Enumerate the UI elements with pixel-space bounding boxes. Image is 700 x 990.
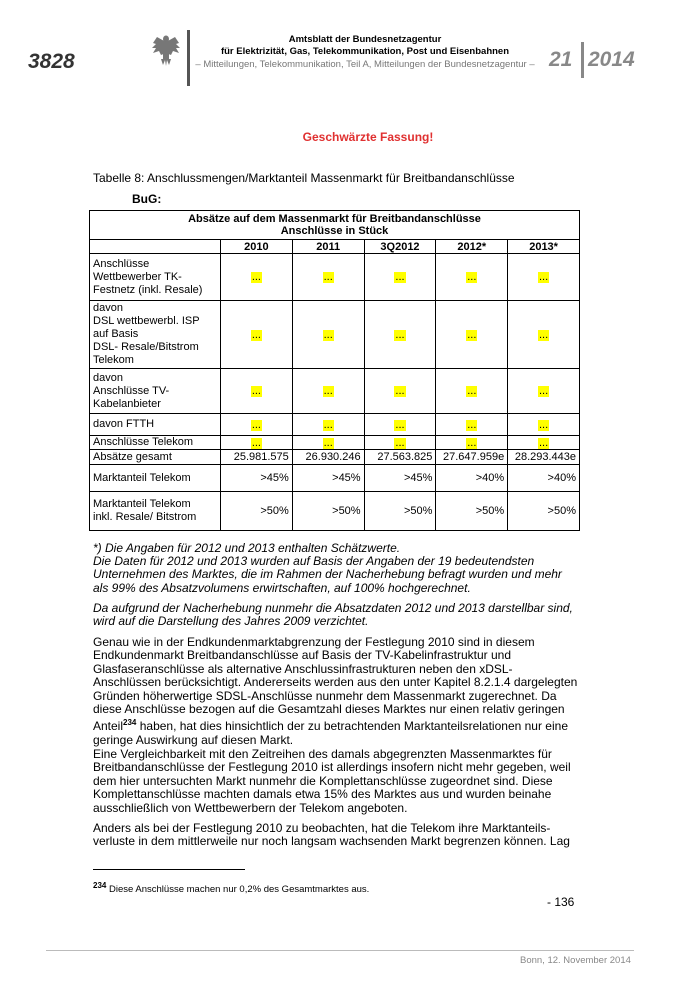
body-paragraph-2: Eine Vergleichbarkeit mit den Zeitreihen des damals abgegrenzten Massenmarktes für Breitbandanschlüsse der Festlegung 2010 ist allerdings insofern nicht mehr gegeben, weil dem hier untersuchten Markt nunmehr die Komplettanschlüsse zugeordnet sind. Diese Komplettanschlüsse machten damals etwa 15% des Marktes aus und wurden beinahe ausschließlich von Wettbewerbern der Telekom angeboten.: [93, 747, 571, 815]
redacted-value: ...: [323, 385, 333, 397]
redacted-cell: [508, 254, 580, 301]
redacted-value: ...: [251, 271, 261, 283]
cell-value: >50%: [547, 505, 576, 517]
body-paragraph-3: Anders als bei der Festlegung 2010 zu beobachten, hat die Telekom ihre Marktanteils-verluste in dem mittlerweile nur noch langsam wachsenden Markt begrenzen können. Lag: [93, 821, 570, 849]
column-header: 2011: [292, 240, 364, 254]
table-row: [90, 369, 580, 414]
row-label-line: Marktanteil Telekom: [93, 471, 191, 484]
redacted-cell: [436, 414, 508, 436]
redacted-value: ...: [539, 271, 549, 283]
cell-value: >45%: [260, 472, 289, 484]
redacted-value: ...: [395, 418, 405, 431]
redacted-cell: [221, 414, 293, 436]
row-label-line: DSL- Resale/Bitstrom: [93, 341, 199, 353]
estimate-note: *) Die Angaben für 2012 und 2013 enthalten Schätzwerte.: [93, 541, 401, 555]
value-cell: [364, 450, 436, 465]
table-caption: Tabelle 8: Anschlussmengen/Marktanteil Massenmarkt für Breitbandanschlüsse: [93, 171, 515, 185]
redacted-cell: [508, 369, 580, 414]
redacted-value: ...: [467, 271, 477, 283]
cell-value: 25.981.575: [233, 451, 289, 463]
redacted-cell: [436, 254, 508, 301]
row-label-line: Kabelanbieter: [93, 397, 161, 410]
row-label-line: davon: [93, 371, 123, 384]
redacted-cell: [221, 301, 293, 369]
cell-value: >45%: [332, 472, 361, 484]
publication-title-line1: Amtsblatt der Bundesnetzagentur: [288, 34, 442, 45]
cell-value: >40%: [547, 472, 576, 484]
table-row: [90, 254, 580, 301]
publication-title: [195, 34, 535, 58]
redacted-value: ...: [323, 271, 333, 283]
redacted-cell: [364, 436, 436, 450]
redacted-value: ...: [395, 385, 405, 397]
row-label-line: auf Basis: [93, 328, 139, 340]
row-label-line: Wettbewerber TK-: [93, 270, 182, 283]
issue-number: 21: [549, 48, 573, 71]
redacted-cell: [221, 436, 293, 450]
redacted-value: ...: [323, 436, 333, 449]
redacted-cell: [364, 301, 436, 369]
footnote-separator: [93, 869, 245, 870]
column-header: 2010: [221, 240, 293, 254]
cell-value: 27.647.959e: [443, 451, 505, 463]
redacted-value: ...: [251, 328, 261, 341]
redacted-value: ...: [539, 328, 549, 341]
cell-value: >40%: [475, 472, 505, 484]
row-label: [90, 254, 221, 301]
redacted-value: ...: [467, 385, 477, 397]
row-label-line: Absätze gesamt: [93, 450, 172, 463]
row-label-line: Anschlüsse Telekom: [93, 436, 194, 448]
value-cell: [436, 492, 508, 531]
table-title-line2: Anschlüsse in Stück: [280, 225, 389, 237]
value-cell: [221, 492, 293, 531]
value-cell: [364, 492, 436, 531]
row-label-line: inkl. Resale/ Bitstrom: [93, 511, 197, 523]
row-label: [90, 301, 221, 369]
redacted-value: ...: [467, 436, 477, 449]
column-header: 3Q2012: [364, 240, 436, 254]
body-paragraph-1: [93, 636, 579, 747]
table-header-row: [90, 240, 580, 254]
value-cell: [292, 465, 364, 492]
redacted-value: ...: [395, 271, 405, 283]
row-label-line: Anschlüsse TV-: [93, 384, 170, 397]
table-title: [90, 211, 580, 240]
value-cell: [508, 492, 580, 531]
redacted-cell: [292, 414, 364, 436]
redacted-cell: [508, 436, 580, 450]
value-cell: [508, 450, 580, 465]
footnote-reference[interactable]: 234: [123, 718, 137, 728]
value-cell: [436, 465, 508, 492]
redacted-value: ...: [251, 385, 261, 397]
table-row: [90, 450, 580, 465]
cell-value: 27.563.825: [377, 451, 433, 463]
issue-year: 2014: [588, 48, 635, 71]
row-label-line: Telekom: [93, 354, 134, 366]
footer-divider: [46, 950, 634, 951]
cell-value: >50%: [403, 505, 433, 517]
footnote-number: 234: [93, 881, 107, 890]
redacted-value: ...: [467, 328, 477, 341]
row-label: [90, 369, 221, 414]
value-cell: [292, 492, 364, 531]
redacted-value: ...: [323, 418, 333, 431]
survey-note: Da aufgrund der Nacherhebung nunmehr die Absatzdaten 2012 und 2013 darstellbar sind, wird auf die Darstellung des Jahres 2009 verzichtet.: [93, 601, 573, 629]
market-table: [89, 210, 580, 531]
redacted-value: ...: [251, 418, 261, 431]
value-cell: [508, 465, 580, 492]
column-header: 2012*: [436, 240, 508, 254]
redacted-cell: [292, 254, 364, 301]
table-row: [90, 414, 580, 436]
row-label-line: Anschlüsse: [93, 257, 150, 270]
redacted-value: ...: [539, 418, 549, 431]
redacted-cell: [364, 369, 436, 414]
table-header-empty: [90, 240, 221, 254]
redacted-value: ...: [539, 436, 549, 449]
cell-value: 28.293.443e: [514, 451, 576, 463]
value-cell: [292, 450, 364, 465]
publication-subtitle: – Mitteilungen, Telekommunikation, Teil A, Mitteilungen der Bundesnetzagentur –: [195, 59, 535, 70]
value-cell: [221, 465, 293, 492]
table-row: [90, 436, 580, 450]
column-header: 2013*: [508, 240, 580, 254]
footnote: [93, 881, 369, 895]
header-divider: [187, 30, 190, 86]
page-marker: - 136: [547, 895, 575, 909]
basis-note: Die Daten für 2012 und 2013 wurden auf Basis der Angaben der 19 bedeutendsten Unternehmen des Marktes, die im Rahmen der Nacherhebung befragt wurden und mehr als 99% des Absatzvolumens erwirtschaften, auf 100% hochgerechnet.: [93, 554, 562, 595]
redacted-cell: [436, 369, 508, 414]
row-label-line: davon FTTH: [93, 418, 155, 430]
row-label-line: Festnetz (inkl. Resale): [93, 283, 203, 296]
table-row: [90, 492, 580, 531]
redacted-cell: [436, 436, 508, 450]
redacted-cell: [292, 301, 364, 369]
redacted-value: ...: [323, 328, 333, 341]
body-paragraph-1-end: haben, hat dies hinsichtlich der zu betrachtenden Marktanteilsrelationen nur eine geringe Auswirkung auf diesen Markt.: [93, 719, 568, 747]
table-row: [90, 465, 580, 492]
value-cell: [364, 465, 436, 492]
redacted-value: ...: [251, 436, 261, 449]
redacted-value: ...: [395, 328, 405, 341]
row-label-line: davon: [93, 302, 123, 314]
issue-divider: [581, 42, 584, 78]
redacted-cell: [292, 436, 364, 450]
table-title-line1: Absätze auf dem Massenmarkt für Breitbandanschlüsse: [188, 213, 481, 225]
cell-value: >50%: [260, 505, 289, 517]
footer-date: Bonn, 12. November 2014: [520, 955, 631, 966]
redacted-cell: [508, 301, 580, 369]
row-label-line: DSL wettbewerbl. ISP: [93, 315, 200, 327]
redacted-cell: [508, 414, 580, 436]
redacted-cell: [221, 369, 293, 414]
cell-value: >45%: [403, 472, 433, 484]
redacted-cell: [292, 369, 364, 414]
redacted-cell: [221, 254, 293, 301]
page-number: 3828: [28, 50, 75, 73]
federal-eagle-icon: [151, 33, 181, 67]
cell-value: 26.930.246: [305, 451, 361, 463]
value-cell: [436, 450, 508, 465]
row-label-line: Marktanteil Telekom: [93, 498, 191, 510]
redacted-cell: [364, 414, 436, 436]
row-label: [90, 414, 221, 436]
row-label: [90, 465, 221, 492]
redacted-value: ...: [539, 385, 549, 397]
row-label: [90, 450, 221, 465]
row-label: [90, 436, 221, 450]
table-row: [90, 301, 580, 369]
table-label: BuG:: [132, 192, 162, 206]
redacted-value: ...: [467, 418, 477, 431]
cell-value: >50%: [475, 505, 505, 517]
redacted-cell: [364, 254, 436, 301]
publication-title-line2: für Elektrizität, Gas, Telekommunikation, Post und Eisenbahnen: [220, 46, 510, 57]
row-label: [90, 492, 221, 531]
body-paragraph-1-text: Genau wie in der Endkundenmarktabgrenzung der Festlegung 2010 sind in diesem Endkundenmarkt Breitbandanschlüsse auf Basis der TV-Kabelinfrastruktur und Glasfaseranschlüsse als alternative Anschlussinfrastrukturen neben den xDSL-Anschlüssen berücksichtigt. Andererseits werden aus den unter Kapitel 8.2.1.4 dargelegten Gründen höherwertige SDSL-Anschlüsse nunmehr dem Massenmarkt zugerechnet. Da diese Anschlüsse bezogen auf die Gesamtzahl dieses Marktes nur einen relativ geringen Anteil: [93, 635, 578, 734]
cell-value: >50%: [332, 505, 361, 517]
redaction-notice: Geschwärzte Fassung!: [302, 130, 434, 144]
footnote-text: Diese Anschlüsse machen nur 0,2% des Gesamtmarktes aus.: [106, 884, 370, 896]
value-cell: [221, 450, 293, 465]
redacted-value: ...: [395, 436, 405, 449]
redacted-cell: [436, 301, 508, 369]
